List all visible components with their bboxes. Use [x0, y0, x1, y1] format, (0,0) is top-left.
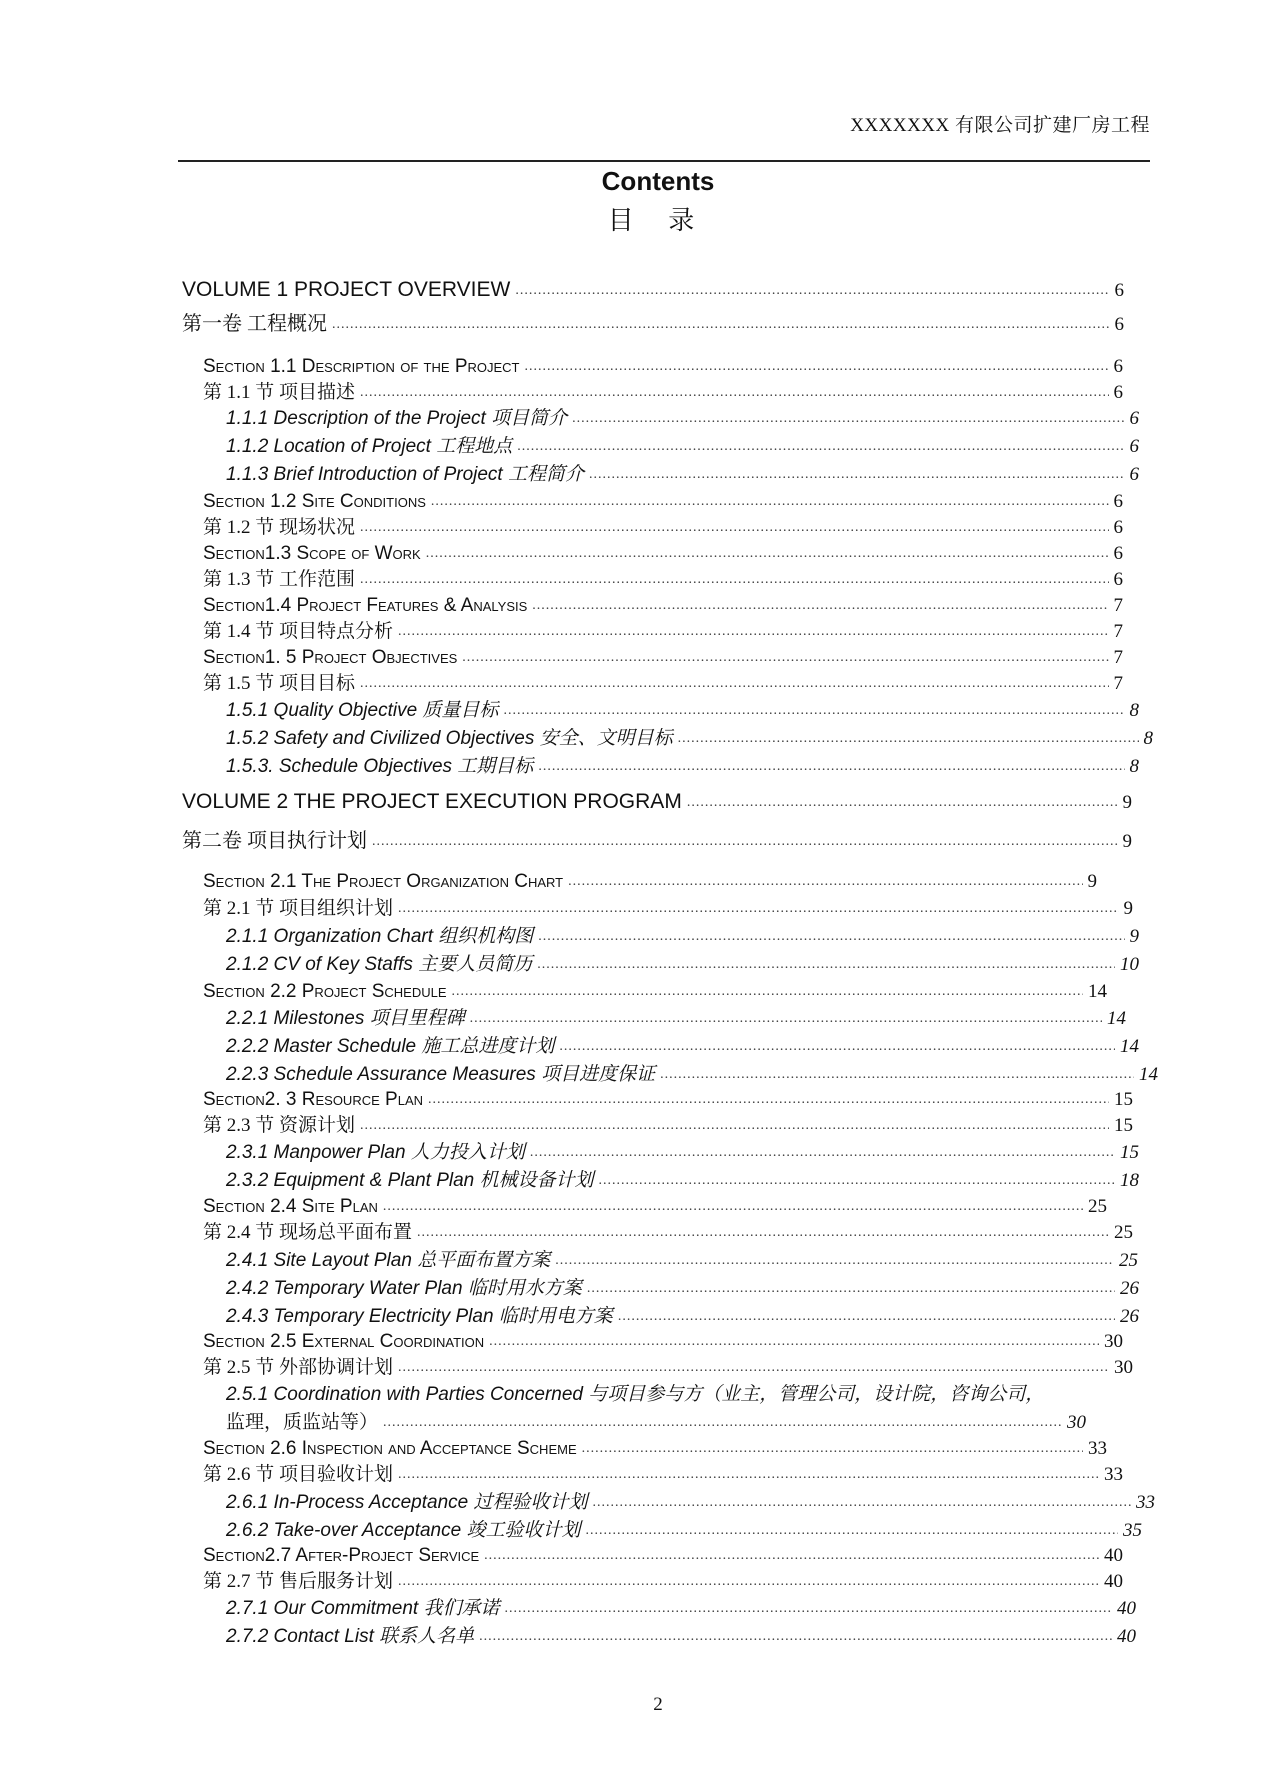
- toc-entry-label: 第 2.4 节 现场总平面布置: [203, 1222, 413, 1244]
- dot-leader: [372, 834, 1118, 853]
- toc-entry-section[interactable]: [203, 894, 1133, 920]
- toc-entry-label: 1.1.3 Brief Introduction of Project 工程简介: [226, 464, 584, 486]
- dot-leader: [532, 598, 1108, 617]
- toc-entry-section[interactable]: [203, 867, 1097, 893]
- dot-leader: [660, 1067, 1134, 1086]
- dot-leader: [538, 929, 1124, 948]
- dot-leader: [431, 494, 1109, 513]
- toc-entry-section[interactable]: [203, 1567, 1123, 1593]
- toc-entry-section[interactable]: [203, 513, 1123, 539]
- toc-entry-label: 2.6.1 In-Process Acceptance 过程验收计划: [226, 1492, 588, 1514]
- toc-entry-page: 7: [1113, 673, 1123, 695]
- toc-entry-page: 8: [1143, 728, 1153, 750]
- toc-entry-page: 33: [1104, 1464, 1123, 1486]
- dot-leader: [538, 759, 1124, 778]
- dot-leader: [360, 676, 1108, 695]
- toc-entry-label: VOLUME 1 PROJECT OVERVIEW: [182, 277, 511, 301]
- dot-leader: [332, 317, 1110, 336]
- toc-entry-label: 第 2.5 节 外部协调计划: [203, 1357, 394, 1379]
- toc-entry-page: 14: [1088, 981, 1107, 1003]
- dot-leader: [589, 467, 1125, 486]
- toc-entry-label: Section 2.2 Project Schedule: [203, 981, 447, 1003]
- toc-entry-subsection[interactable]: [226, 724, 1153, 750]
- toc-entry-label: Section2. 3 Resource Plan: [203, 1089, 424, 1111]
- toc-entry-page: 33: [1088, 1438, 1107, 1460]
- toc-entry-page: 15: [1114, 1089, 1133, 1111]
- toc-entry-page: 6: [1113, 569, 1123, 591]
- toc-entry-subsection[interactable]: [226, 432, 1139, 458]
- dot-leader: [360, 520, 1108, 539]
- toc-entry-subsection[interactable]: [226, 922, 1139, 948]
- toc-entry-volume[interactable]: [182, 276, 1124, 302]
- toc-entry-label: 监理，质监站等）: [226, 1412, 379, 1434]
- toc-entry-page: 7: [1113, 647, 1123, 669]
- toc-entry-section[interactable]: [203, 1085, 1133, 1111]
- dot-leader: [398, 624, 1108, 643]
- toc-entry-label: Section 2.1 The Project Organization Chart: [203, 871, 564, 893]
- toc-entry-section[interactable]: [203, 1541, 1123, 1567]
- toc-entry-label: Section 2.6 Inspection and Acceptance Scheme: [203, 1438, 577, 1460]
- toc-entry-page: 9: [1129, 926, 1139, 948]
- toc-entry-label: Section 2.4 Site Plan: [203, 1196, 378, 1218]
- toc-entry-subsection[interactable]: [226, 1380, 1146, 1406]
- dot-leader: [452, 984, 1083, 1003]
- toc-entry-label: Section 2.5 External Coordination: [203, 1331, 485, 1353]
- dot-leader: [360, 1118, 1109, 1137]
- toc-entry-label: 2.5.1 Coordination with Parties Concerned 与项目参与方（业主，管理公司，设计院，咨询公司，: [226, 1384, 1045, 1406]
- toc-entry-label: 第 2.1 节 项目组织计划: [203, 898, 394, 920]
- dot-leader: [489, 1334, 1099, 1353]
- toc-entry-page: 7: [1113, 595, 1123, 617]
- toc-entry-section[interactable]: [203, 352, 1123, 378]
- toc-entry-page: 8: [1129, 756, 1139, 778]
- toc-entry-subsection-continued[interactable]: [226, 1408, 1086, 1434]
- toc-entry-section[interactable]: [203, 1327, 1123, 1353]
- toc-entry-label: Section 1.2 Site Conditions: [203, 491, 426, 513]
- toc-entry-section[interactable]: [203, 617, 1123, 643]
- toc-entry-label: Section1. 5 Project Objectives: [203, 647, 458, 669]
- toc-entry-label: 第二卷 项目执行计划: [182, 830, 367, 852]
- toc-entry-section[interactable]: [203, 1111, 1133, 1137]
- toc-entry-subsection[interactable]: [226, 752, 1139, 778]
- dot-leader: [525, 359, 1109, 378]
- toc-entry-page: 9: [1122, 831, 1132, 853]
- toc-entry-page: 40: [1117, 1626, 1136, 1648]
- toc-entry-section[interactable]: [203, 1434, 1107, 1460]
- toc-entry-page: 9: [1123, 898, 1133, 920]
- toc-entry-section[interactable]: [203, 669, 1123, 695]
- toc-entry-page: 6: [1129, 408, 1139, 430]
- toc-entry-label: 2.2.2 Master Schedule 施工总进度计划: [226, 1036, 555, 1058]
- toc-entry-page: 25: [1114, 1222, 1133, 1244]
- page-title: Contents: [601, 166, 715, 196]
- toc-entry-page: 7: [1113, 621, 1123, 643]
- toc-entry-label: 2.1.1 Organization Chart 组织机构图: [226, 926, 534, 948]
- toc-entry-page: 6: [1113, 543, 1123, 565]
- page-number: 2: [653, 1694, 663, 1715]
- page-header: XXXXXXX 有限公司扩建厂房工程: [850, 115, 1150, 136]
- toc-entry-page: 40: [1104, 1571, 1123, 1593]
- toc-entry-subsection[interactable]: [226, 1246, 1138, 1272]
- toc-entry-label: 2.2.3 Schedule Assurance Measures 项目进度保证: [226, 1064, 656, 1086]
- toc-entry-subsection[interactable]: [226, 1594, 1136, 1620]
- dot-leader: [572, 411, 1124, 430]
- toc-entry-subsection[interactable]: [226, 1302, 1139, 1328]
- toc-entry-subsection[interactable]: [226, 1060, 1158, 1086]
- toc-entry-label: 1.5.3. Schedule Objectives 工期目标: [226, 756, 534, 778]
- toc-entry-label: 2.3.2 Equipment & Plant Plan 机械设备计划: [226, 1170, 594, 1192]
- toc-entry-page: 25: [1119, 1250, 1138, 1272]
- toc-entry-label: 2.1.2 CV of Key Staffs 主要人员简历: [226, 954, 533, 976]
- toc-entry-page: 18: [1120, 1170, 1139, 1192]
- toc-entry-page: 6: [1114, 280, 1124, 302]
- toc-entry-label: VOLUME 2 THE PROJECT EXECUTION PROGRAM: [182, 789, 682, 813]
- toc-entry-page: 9: [1122, 792, 1132, 814]
- dot-leader: [360, 572, 1108, 591]
- toc-entry-section[interactable]: [203, 1353, 1133, 1379]
- toc-entry-page: 15: [1114, 1115, 1133, 1137]
- toc-entry-page: 6: [1114, 314, 1124, 336]
- dot-leader: [687, 795, 1118, 814]
- toc-entry-page: 26: [1120, 1278, 1139, 1300]
- toc-entry-page: 14: [1107, 1008, 1126, 1030]
- toc-entry-subsection[interactable]: [226, 696, 1139, 722]
- toc-entry-page: 40: [1117, 1598, 1136, 1620]
- toc-entry-label: 2.7.1 Our Commitment 我们承诺: [226, 1598, 500, 1620]
- toc-entry-label: 2.3.1 Manpower Plan 人力投入计划: [226, 1142, 525, 1164]
- toc-entry-label: 第一卷 工程概况: [182, 313, 327, 335]
- toc-entry-label: 第 1.2 节 现场状况: [203, 517, 356, 539]
- toc-entry-label: 第 2.7 节 售后服务计划: [203, 1571, 394, 1593]
- toc-entry-label: 2.2.1 Milestones 项目里程碑: [226, 1008, 465, 1030]
- toc-entry-label: Section2.7 After-Project Service: [203, 1545, 480, 1567]
- dot-leader: [479, 1629, 1112, 1648]
- dot-leader: [383, 1415, 1062, 1434]
- dot-leader: [398, 1360, 1109, 1379]
- dot-leader: [678, 731, 1139, 750]
- toc-entry-subsection[interactable]: [226, 950, 1139, 976]
- toc-entry-label: Section1.4 Project Features & Analysis: [203, 595, 528, 617]
- toc-entry-label: 第 1.4 节 项目特点分析: [203, 621, 394, 643]
- toc-entry-label: 第 1.3 节 工作范围: [203, 569, 356, 591]
- toc-entry-section[interactable]: [203, 539, 1123, 565]
- dot-leader: [537, 957, 1115, 976]
- toc-entry-page: 25: [1088, 1196, 1107, 1218]
- toc-entry-label: 第 2.6 节 项目验收计划: [203, 1464, 394, 1486]
- dot-leader: [426, 546, 1109, 565]
- dot-leader: [587, 1281, 1115, 1300]
- toc-entry-page: 10: [1120, 954, 1139, 976]
- toc-entry-label: 2.4.2 Temporary Water Plan 临时用水方案: [226, 1278, 582, 1300]
- dot-leader: [503, 703, 1124, 722]
- toc-entry-page: 6: [1113, 491, 1123, 513]
- toc-entry-page: 9: [1087, 871, 1097, 893]
- toc-entry-page: 30: [1067, 1412, 1086, 1434]
- toc-entry-volume[interactable]: [182, 788, 1132, 814]
- toc-entry-section[interactable]: [203, 487, 1123, 513]
- toc-entry-label: 第 2.3 节 资源计划: [203, 1115, 356, 1137]
- dot-leader: [383, 1199, 1083, 1218]
- dot-leader: [484, 1548, 1099, 1567]
- toc-entry-label: 1.1.2 Location of Project 工程地点: [226, 436, 513, 458]
- dot-leader: [398, 1467, 1099, 1486]
- toc-entry-label: 2.4.1 Site Layout Plan 总平面布置方案: [226, 1250, 551, 1272]
- dot-leader: [618, 1309, 1115, 1328]
- dot-leader: [462, 650, 1108, 669]
- toc-entry-page: 30: [1114, 1357, 1133, 1379]
- toc-entry-section[interactable]: [203, 1192, 1107, 1218]
- toc-entry-subsection[interactable]: [226, 1138, 1139, 1164]
- toc-entry-subsection[interactable]: [226, 460, 1139, 486]
- dot-leader: [398, 901, 1118, 920]
- toc-entry-page: 8: [1129, 700, 1139, 722]
- dot-leader: [470, 1011, 1102, 1030]
- dot-leader: [568, 874, 1082, 893]
- toc-entry-page: 14: [1120, 1036, 1139, 1058]
- dot-leader: [360, 385, 1108, 404]
- dot-leader: [428, 1092, 1109, 1111]
- toc-entry-page: 26: [1120, 1306, 1139, 1328]
- toc-entry-subsection[interactable]: [226, 404, 1139, 430]
- toc-entry-subsection[interactable]: [226, 1516, 1142, 1542]
- dot-leader: [398, 1574, 1099, 1593]
- toc-entry-volume[interactable]: [182, 310, 1124, 336]
- toc-entry-subsection[interactable]: [226, 1622, 1136, 1648]
- toc-entry-label: Section1.3 Scope of Work: [203, 543, 421, 565]
- toc-entry-label: 2.7.2 Contact List 联系人名单: [226, 1626, 475, 1648]
- toc-entry-label: 第 1.5 节 项目目标: [203, 673, 356, 695]
- dot-leader: [417, 1225, 1109, 1244]
- dot-leader: [530, 1145, 1115, 1164]
- toc-entry-volume[interactable]: [182, 827, 1132, 853]
- dot-leader: [517, 439, 1124, 458]
- toc-entry-subsection[interactable]: [226, 1004, 1126, 1030]
- toc-entry-label: 1.1.1 Description of the Project 项目简介: [226, 408, 568, 430]
- page-subtitle: 目 录: [607, 206, 709, 235]
- toc-entry-page: 30: [1104, 1331, 1123, 1353]
- toc-entry-subsection[interactable]: [226, 1274, 1139, 1300]
- toc-entry-section[interactable]: [203, 1218, 1133, 1244]
- toc-entry-section[interactable]: [203, 1460, 1123, 1486]
- toc-entry-label: Section 1.1 Description of the Project: [203, 356, 520, 378]
- dot-leader: [585, 1523, 1118, 1542]
- toc-entry-page: 6: [1129, 436, 1139, 458]
- toc-entry-page: 6: [1113, 382, 1123, 404]
- toc-entry-section[interactable]: [203, 565, 1123, 591]
- dot-leader: [599, 1173, 1116, 1192]
- toc-entry-label: 1.5.1 Quality Objective 质量目标: [226, 700, 499, 722]
- toc-entry-page: 14: [1139, 1064, 1158, 1086]
- dot-leader: [504, 1601, 1112, 1620]
- toc-entry-subsection[interactable]: [226, 1488, 1155, 1514]
- toc-entry-subsection[interactable]: [226, 1166, 1139, 1192]
- toc-entry-section[interactable]: [203, 591, 1123, 617]
- toc-entry-subsection[interactable]: [226, 1032, 1139, 1058]
- dot-leader: [582, 1441, 1083, 1460]
- toc-entry-label: 1.5.2 Safety and Civilized Objectives 安全、文明目标: [226, 728, 673, 750]
- toc-entry-page: 6: [1129, 464, 1139, 486]
- toc-entry-label: 2.4.3 Temporary Electricity Plan 临时用电方案: [226, 1306, 613, 1328]
- dot-leader: [592, 1495, 1131, 1514]
- toc-entry-label: 第 1.1 节 项目描述: [203, 382, 356, 404]
- toc-entry-page: 35: [1123, 1520, 1142, 1542]
- toc-entry-section[interactable]: [203, 977, 1107, 1003]
- toc-entry-page: 33: [1136, 1492, 1155, 1514]
- dot-leader: [515, 283, 1109, 302]
- toc-entry-page: 40: [1104, 1545, 1123, 1567]
- toc-entry-page: 15: [1120, 1142, 1139, 1164]
- toc-entry-label: 2.6.2 Take-over Acceptance 竣工验收计划: [226, 1520, 581, 1542]
- toc-entry-page: 6: [1113, 517, 1123, 539]
- toc-entry-page: 6: [1113, 356, 1123, 378]
- toc-entry-section[interactable]: [203, 643, 1123, 669]
- toc-entry-section[interactable]: [203, 378, 1123, 404]
- dot-leader: [559, 1039, 1115, 1058]
- dot-leader: [555, 1253, 1114, 1272]
